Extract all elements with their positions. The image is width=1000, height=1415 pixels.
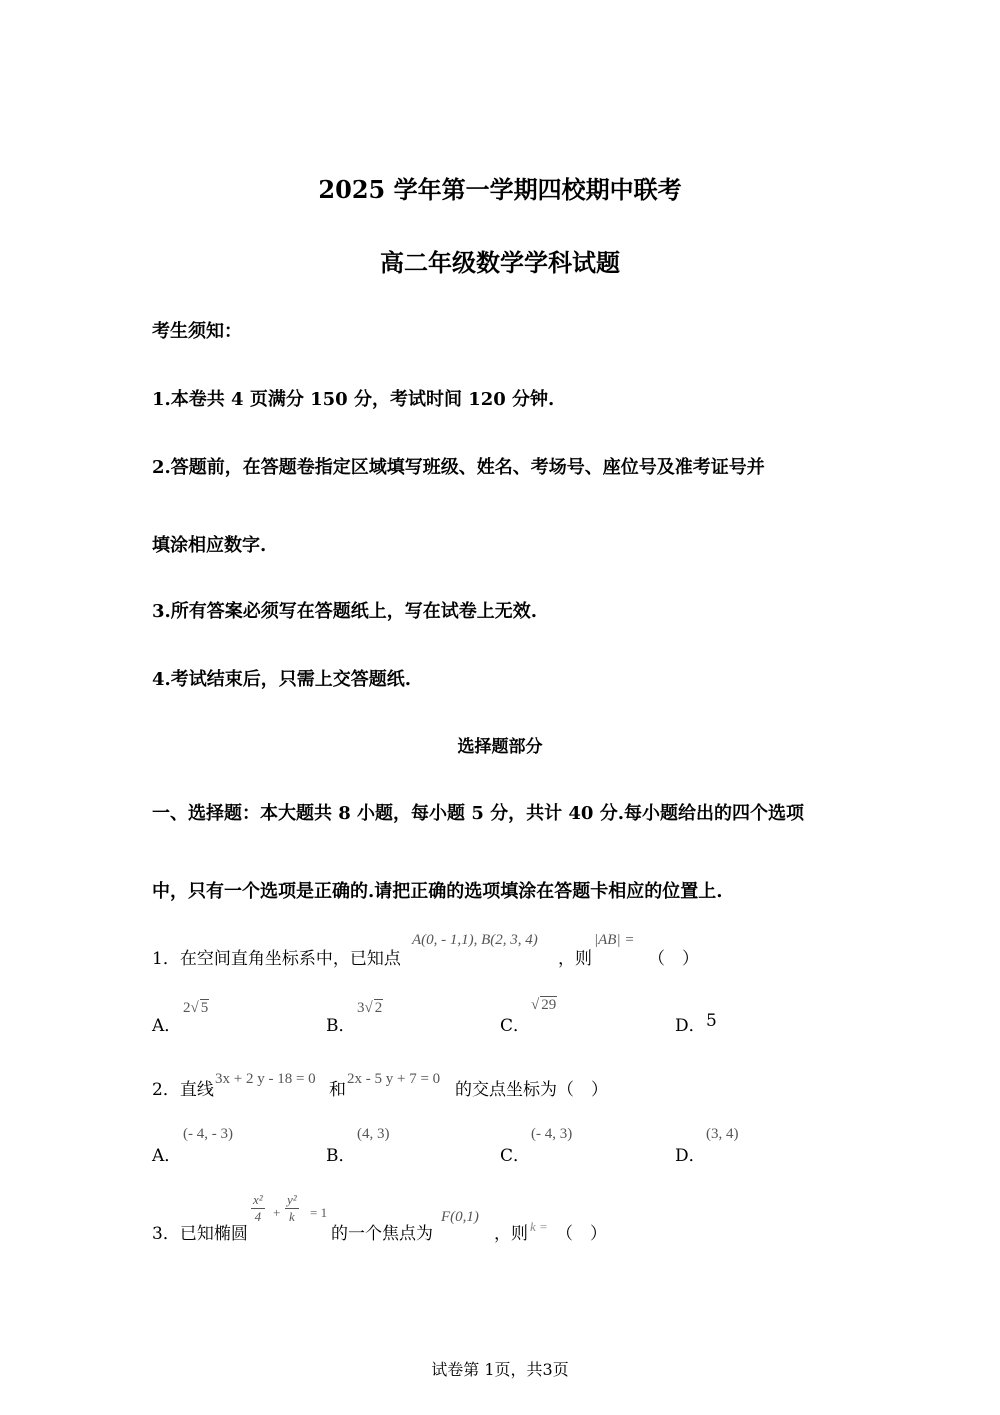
- q1-ab: |AB| =: [594, 932, 635, 948]
- q3-focus: F(0,1): [441, 1209, 479, 1225]
- notice-item-2: 2.答题前，在答题卷指定区域填写班级、姓名、考场号、座位号及准考证号并: [152, 457, 765, 478]
- notice-item-3: 3.所有答案必须写在答题纸上，写在试卷上无效.: [152, 601, 538, 622]
- q3-prefix: 3．已知椭圆: [152, 1224, 248, 1244]
- notice-heading: 考生须知：: [152, 321, 242, 342]
- section-instruction-line1: 一、选择题：本大题共 8 小题，每小题 5 分，共计 40 分.每小题给出的四个选项: [152, 803, 804, 824]
- notice-item-1: 1.本卷共 4 页满分 150 分，考试时间 120 分钟.: [152, 389, 555, 410]
- q1-option-c-value: √ 29: [531, 997, 557, 1013]
- q1-mid: ，则: [558, 949, 592, 969]
- notice-item-4: 4.考试结束后，只需上交答题纸.: [152, 669, 412, 690]
- q2-mid: 和: [329, 1080, 346, 1100]
- notice-item-2-cont: 填涂相应数字.: [152, 535, 267, 556]
- sqrt-icon: √: [364, 1000, 373, 1016]
- q2-option-c-label: C．: [500, 1146, 531, 1166]
- q1-option-b-label: B．: [326, 1016, 356, 1036]
- q3-fraction-y: y² k: [287, 1192, 297, 1224]
- q2-option-b-value: (4, 3): [357, 1126, 390, 1142]
- q1-option-c-label: C．: [500, 1016, 531, 1036]
- q2-eq2: 2x - 5 y + 7 = 0: [347, 1071, 441, 1087]
- exam-subtitle: 高二年级数学学科试题: [380, 248, 620, 277]
- q1-option-d-label: D．: [675, 1016, 706, 1036]
- sqrt-icon: √: [531, 997, 540, 1013]
- exam-title: 2025 学年第一学期四校期中联考: [318, 175, 682, 204]
- q3-fraction-x: x² 4: [253, 1192, 263, 1224]
- q2-option-c-value: (- 4, 3): [531, 1126, 573, 1142]
- q3-k: k =: [530, 1219, 548, 1234]
- q2-option-d-value: (3, 4): [706, 1126, 739, 1142]
- q3-mid: 的一个焦点为: [331, 1224, 433, 1244]
- q1-option-b-value: 3√ 2: [357, 1000, 383, 1016]
- q1-option-a-label: A．: [152, 1016, 182, 1036]
- q2-eq1: 3x + 2 y - 18 = 0: [215, 1071, 316, 1087]
- sqrt-icon: √: [190, 1000, 199, 1016]
- page-footer: 试卷第 1页，共3页: [431, 1360, 569, 1379]
- q2-prefix: 2．直线: [152, 1080, 214, 1100]
- q1-points: A(0, - 1,1), B(2, 3, 4): [412, 932, 538, 948]
- q3-equals-one: = 1: [310, 1205, 328, 1220]
- section-heading: 选择题部分: [457, 737, 543, 757]
- q3-suffix: （ ）: [556, 1224, 607, 1244]
- q2-option-d-label: D．: [675, 1146, 706, 1166]
- q1-option-d-value: 5: [706, 1011, 717, 1031]
- q2-option-a-label: A．: [152, 1146, 182, 1166]
- q3-plus: +: [273, 1205, 281, 1220]
- q1-suffix: （ ）: [648, 949, 699, 969]
- q2-option-a-value: (- 4, - 3): [183, 1126, 233, 1142]
- q1-option-a-value: 2√ 5: [183, 1000, 209, 1016]
- q2-suffix: 的交点坐标为（ ）: [455, 1080, 608, 1100]
- q2-option-b-label: B．: [326, 1146, 356, 1166]
- section-instruction-line2: 中，只有一个选项是正确的.请把正确的选项填涂在答题卡相应的位置上.: [152, 881, 723, 902]
- q3-mid2: ，则: [494, 1224, 528, 1244]
- q1-prefix: 1．在空间直角坐标系中，已知点: [152, 949, 401, 969]
